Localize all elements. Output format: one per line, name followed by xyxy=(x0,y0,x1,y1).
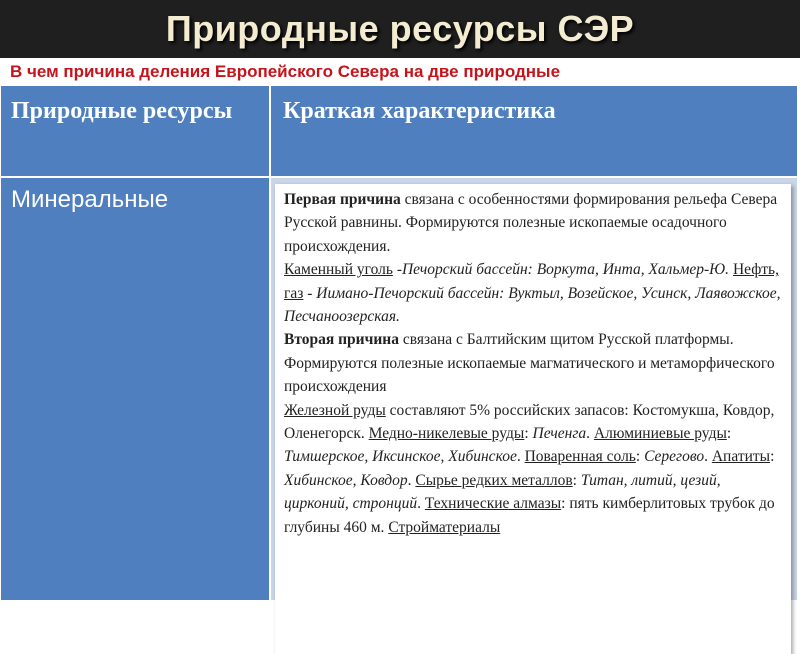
separator: : xyxy=(726,425,732,443)
salt-label: Поваренная соль xyxy=(524,448,636,466)
copper-nickel-label: Медно-никелевые руды xyxy=(368,425,525,443)
separator: . xyxy=(704,448,712,466)
separator: . xyxy=(417,495,425,513)
second-reason-label: Вторая причина xyxy=(284,331,399,349)
pechenga-text: Печенга xyxy=(532,425,587,443)
characteristic-cell xyxy=(271,178,797,600)
aluminum-label: Алюминиевые руды xyxy=(593,425,727,443)
apatite-label: Апатиты xyxy=(711,448,771,466)
separator: . xyxy=(516,448,525,466)
oil-label: Нефть, газ xyxy=(284,261,779,302)
coal-label: Каменный уголь xyxy=(284,261,393,279)
table-row xyxy=(1,178,797,600)
separator: : xyxy=(770,448,775,466)
first-reason-text: связана с особенностями формирования рельефа Севера Русской равнины. Формируются полезные ископаемые осадочного происхождения. xyxy=(284,191,778,255)
separator: . xyxy=(586,425,594,443)
rare-metals-label: Сырье редких металлов xyxy=(415,471,573,489)
coal-text: -Печорский бассейн: Воркута, Инта, Хальмер-Ю. xyxy=(392,261,733,279)
apatite-text: Хибинское, Ковдор xyxy=(284,471,408,489)
iron-label: Железной руды xyxy=(284,401,386,419)
salt-text: Серегово xyxy=(644,448,705,466)
header-resources: Природные ресурсы xyxy=(1,86,269,176)
diamonds-label: Технические алмазы xyxy=(424,495,562,513)
first-reason-label: Первая причина xyxy=(284,191,401,208)
table-header-row xyxy=(1,86,797,178)
copper-nickel-colon: : xyxy=(524,425,529,443)
slide-question: В чем причина деления Европейского Севера на две природные xyxy=(10,62,561,81)
separator: : xyxy=(635,448,645,466)
aluminum-text: Тимшерское, Иксинское, Хибинское xyxy=(284,448,517,466)
row-label-mineral: Минеральные xyxy=(1,178,269,600)
rare-metals-text: Титан, литий, цезий, цирконий, стронций xyxy=(284,471,721,513)
diamonds-text: : пять кимберлитовых трубок до глубины 460 м. xyxy=(284,495,775,536)
separator: . xyxy=(407,471,416,489)
header-characteristic: Краткая характеристика xyxy=(271,86,797,176)
construction-materials-label: Стройматериалы xyxy=(388,518,501,536)
resources-table xyxy=(0,86,799,600)
separator: : xyxy=(572,471,581,489)
slide-title: Природные ресурсы СЭР xyxy=(165,8,635,49)
iron-text: составляют 5% российских запасов: Костомукша, Ковдор, Оленегорск. xyxy=(284,401,775,443)
characteristic-text-card xyxy=(275,184,791,654)
oil-text: - Иимано-Печорский бассейн: Вуктыл, Возейское, Усинск, Лаявожское, Песчаноозерская. xyxy=(284,284,781,326)
second-reason-text: связана с Балтийским щитом Русской платформы. Формируются полезные ископаемые магматического и метаморфического происхождения xyxy=(284,331,775,396)
slide-title-bar xyxy=(0,0,800,58)
